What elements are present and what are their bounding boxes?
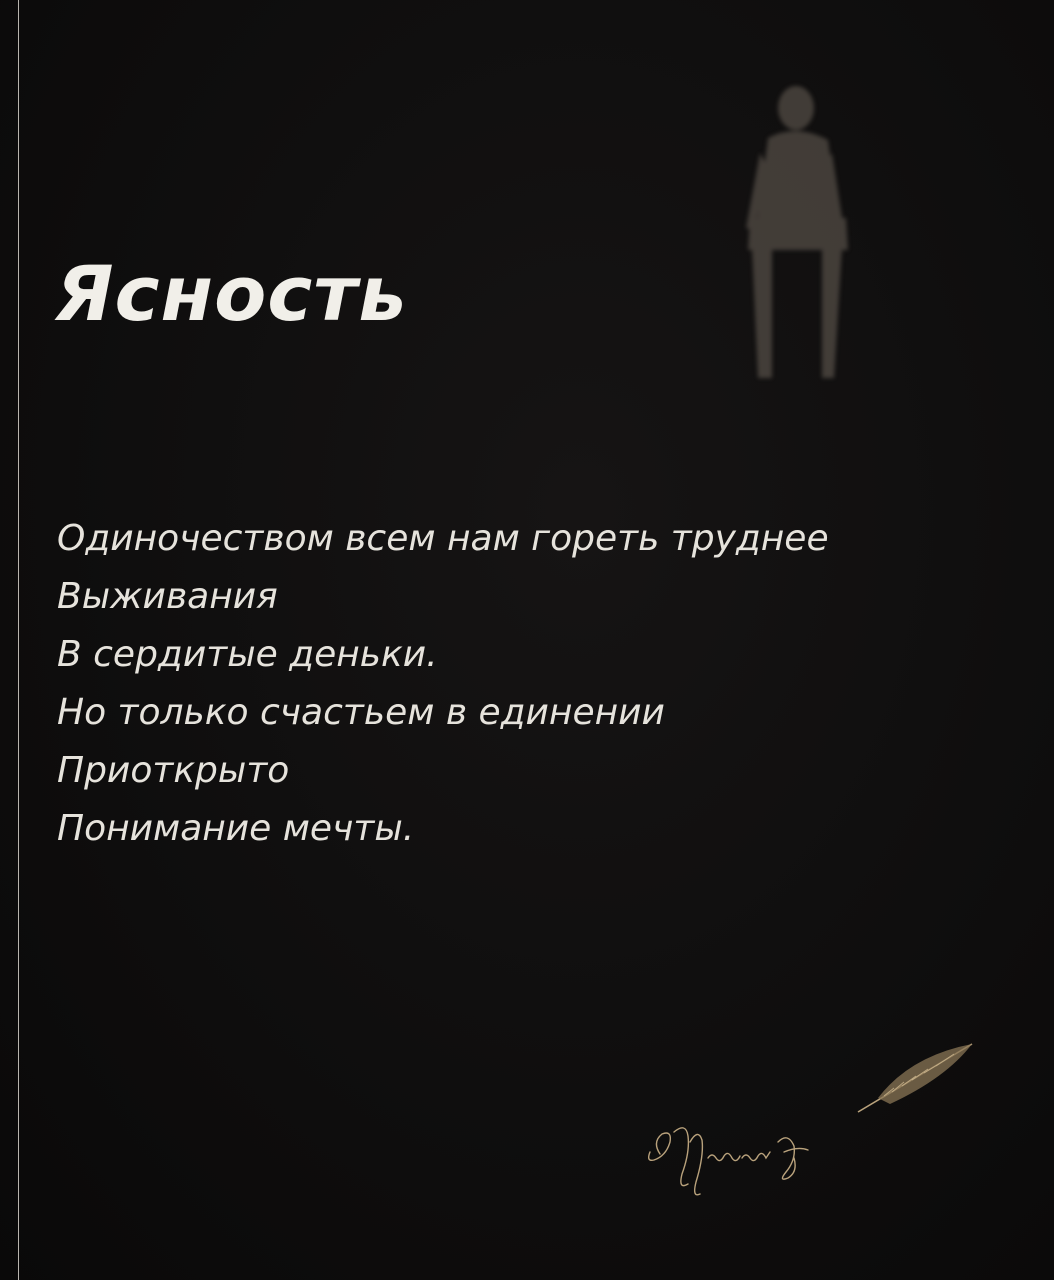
handwritten-signature	[638, 1112, 828, 1212]
poem-line: Но только счастьем в единении	[57, 692, 665, 733]
sitting-figure-illustration	[728, 78, 858, 383]
poem-line: Приоткрыто	[57, 750, 290, 791]
poem-line: Понимание мечты.	[57, 808, 415, 849]
poem-title: Ясность	[55, 249, 408, 338]
left-border-line	[18, 0, 19, 1280]
poem-line: В сердитые деньки.	[57, 634, 438, 675]
quill-feather-icon	[850, 1038, 980, 1118]
poem-line: Одиночеством всем нам гореть труднее	[57, 518, 829, 559]
poem-line: Выживания	[57, 576, 278, 617]
poem-body	[57, 510, 829, 858]
